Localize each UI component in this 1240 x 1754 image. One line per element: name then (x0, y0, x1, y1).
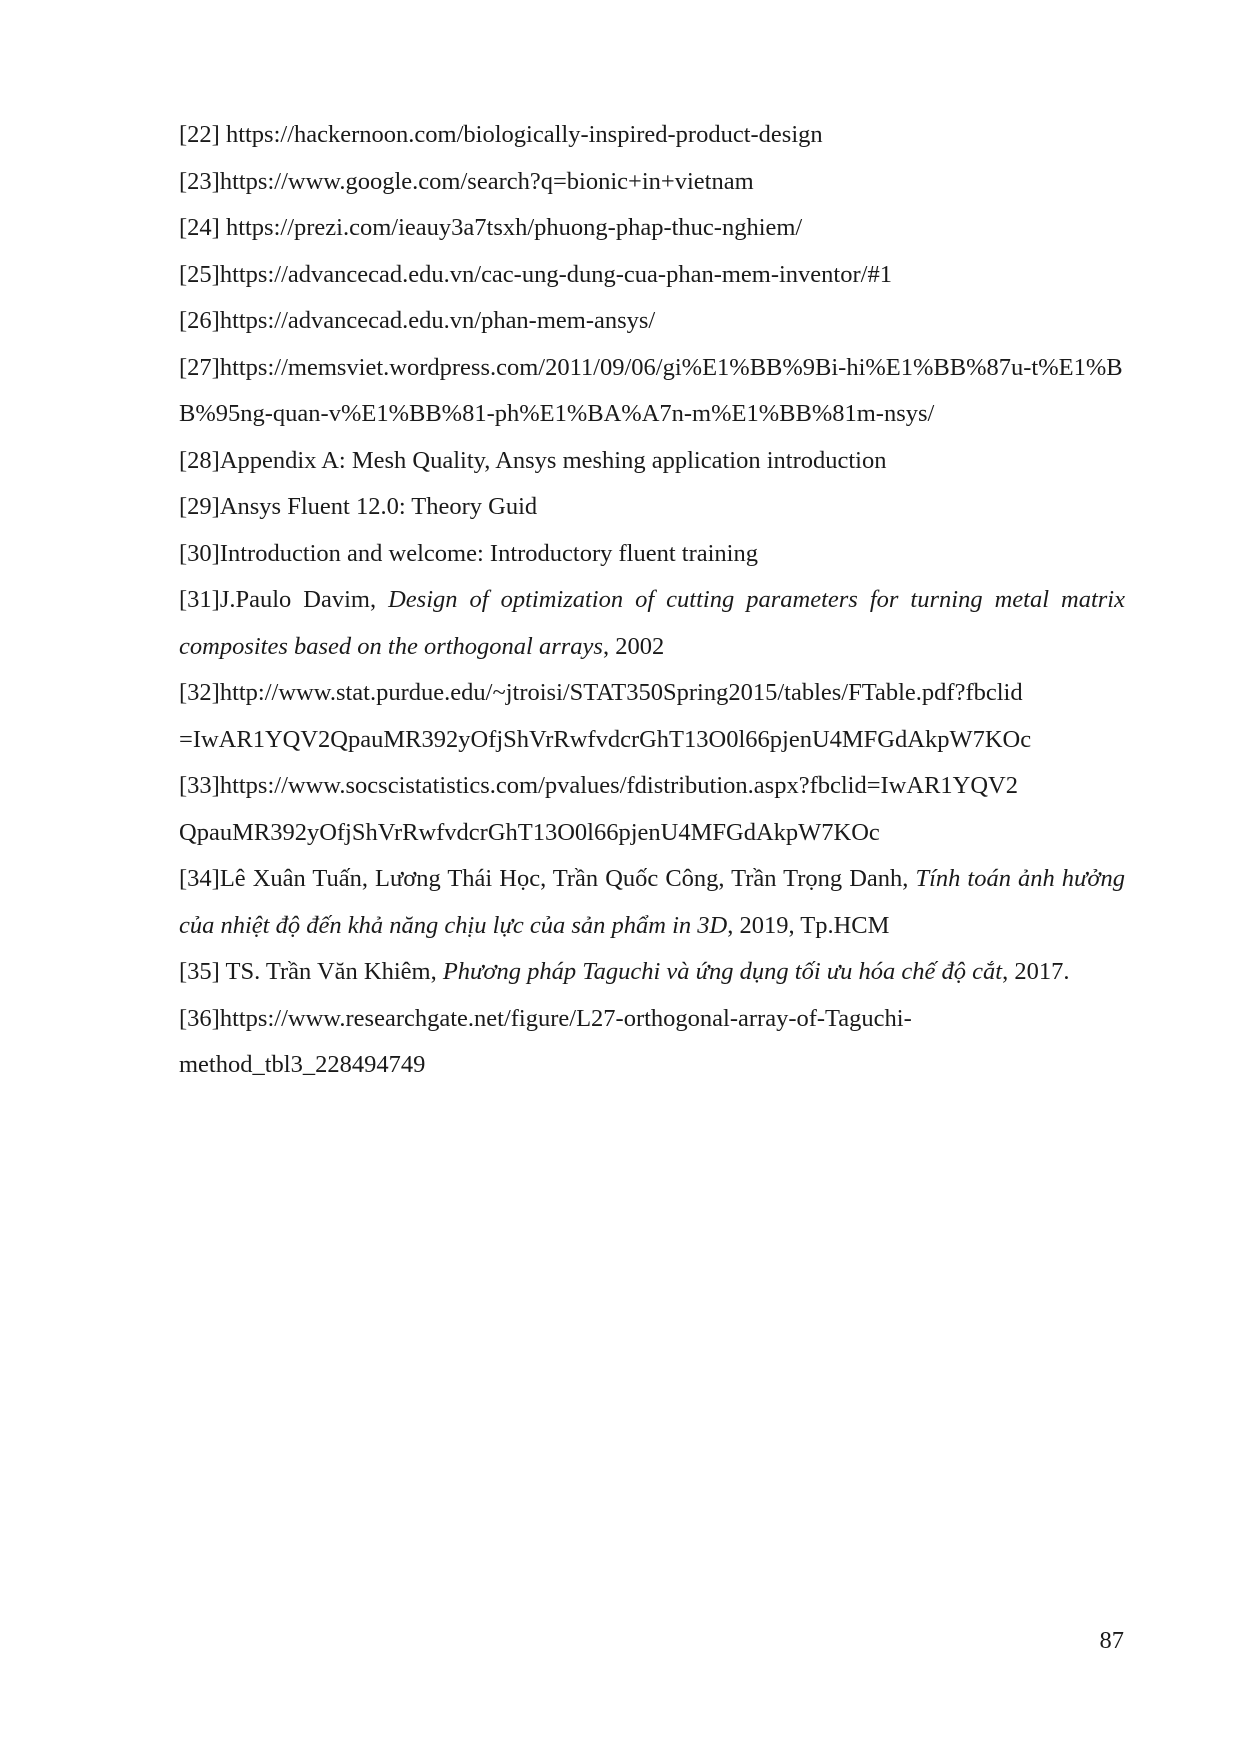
reference-23 (179, 159, 1125, 206)
reference-list (179, 112, 1125, 1089)
reference-34-authors: [34]Lê Xuân Tuấn, Lương Thái Học, Trần Quốc Công, Trần Trọng Danh, (179, 865, 916, 892)
reference-36-line-1: [36]https://www.researchgate.net/figure/L27-orthogonal-array-of-Taguchi- (179, 1004, 912, 1032)
reference-28-text: [28]Appendix A: Mesh Quality, Ansys meshing application introduction (179, 446, 887, 474)
reference-32-line-1: [32]http://www.stat.purdue.edu/~jtroisi/STAT350Spring2015/tables/FTable.pdf?fbclid (179, 679, 1023, 706)
reference-25-text: [25]https://advancecad.edu.vn/cac-ung-dung-cua-phan-mem-inventor/#1 (179, 260, 892, 288)
reference-33-line-1: [33]https://www.socscistatistics.com/pvalues/fdistribution.aspx?fbclid=IwAR1YQV2 (179, 772, 1018, 799)
reference-34-title: Tính toán ảnh hưởng của nhiệt độ đến khả năng chịu lực của sản phẩm in 3D (179, 865, 1125, 939)
reference-31-title: Design of optimization of cutting parameters for turning metal matrix composites based on the orthogonal arrays (179, 586, 1125, 660)
reference-36 (179, 996, 1125, 1089)
reference-27-text: [27]https://memsviet.wordpress.com/2011/09/06/gi%E1%BB%9Bi-hi%E1%BB%87u-t%E1%BB%95ng-quan-v%E1%BB%81-ph%E1%BA%A7n-m%E1%BB%81m-nsys/ (179, 353, 1123, 427)
reference-31-year: , 2002 (602, 632, 665, 660)
reference-22-text: [22] https://hackernoon.com/biologically-inspired-product-design (179, 121, 823, 148)
reference-24 (179, 205, 1125, 252)
reference-34-year: , 2019, Tp.HCM (727, 911, 890, 939)
reference-30 (179, 531, 1125, 578)
reference-33-line-2: QpauMR392yOfjShVrRwfvdcrGhT13O0l66pjenU4MFGdAkpW7KOc (179, 818, 880, 846)
reference-32 (179, 670, 1125, 763)
reference-34 (179, 856, 1125, 949)
reference-29-text: [29]Ansys Fluent 12.0: Theory Guid (179, 493, 538, 520)
reference-31-authors: [31]J.Paulo Davim, (179, 586, 389, 613)
reference-30-text: [30]Introduction and welcome: Introductory fluent training (179, 539, 758, 567)
reference-31 (179, 577, 1125, 670)
page-number: 87 (1099, 1627, 1124, 1654)
reference-23-text: [23]https://www.google.com/search?q=bionic+in+vietnam (179, 167, 754, 195)
reference-26-text: [26]https://advancecad.edu.vn/phan-mem-ansys/ (179, 307, 656, 334)
reference-35-year: , 2017. (1002, 958, 1070, 985)
reference-33 (179, 763, 1125, 856)
reference-35-title: Phương pháp Taguchi và ứng dụng tối ưu hóa chế độ cắt (442, 958, 1003, 985)
reference-35 (179, 949, 1125, 996)
reference-28 (179, 438, 1125, 485)
reference-26 (179, 298, 1125, 345)
reference-27 (179, 345, 1125, 438)
reference-22 (179, 112, 1125, 159)
reference-35-authors: [35] TS. Trần Văn Khiêm, (179, 958, 443, 985)
reference-24-text: [24] https://prezi.com/ieauy3a7tsxh/phuong-phap-thuc-nghiem/ (179, 214, 803, 241)
reference-36-line-2: method_tbl3_228494749 (179, 1051, 426, 1078)
reference-29 (179, 484, 1125, 531)
reference-25 (179, 252, 1125, 299)
reference-32-line-2: =IwAR1YQV2QpauMR392yOfjShVrRwfvdcrGhT13O0l66pjenU4MFGdAkpW7KOc (179, 725, 1032, 753)
